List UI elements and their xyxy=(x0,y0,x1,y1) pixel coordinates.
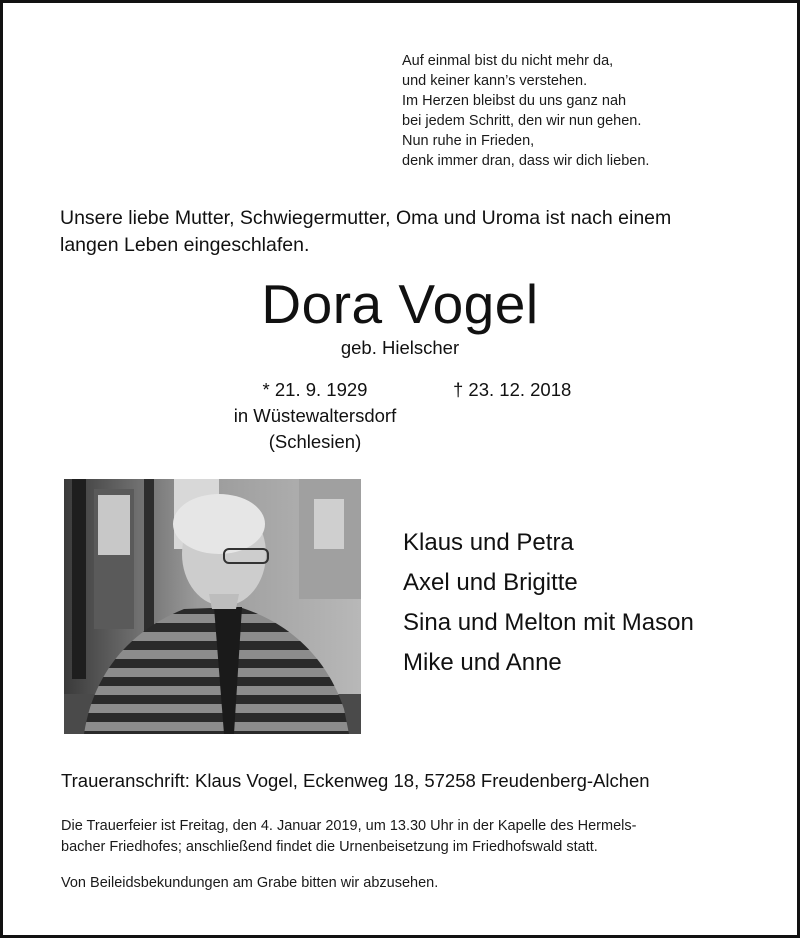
birth-info xyxy=(230,377,400,455)
poem-line: Auf einmal bist du nicht mehr da, xyxy=(402,53,614,69)
poem-line: Nun ruhe in Frieden, xyxy=(402,133,535,149)
intro-line: langen Leben eingeschlafen. xyxy=(60,234,310,256)
deceased-name: Dora Vogel xyxy=(261,273,539,335)
poem-line: denk immer dran, dass wir dich lieben. xyxy=(402,153,650,169)
condolence-note: Von Beileidsbekundungen am Grabe bitten wir abzusehen. xyxy=(61,875,439,891)
intro-line: Unsere liebe Mutter, Schwiegermutter, Oma und Uroma ist nach einem xyxy=(60,207,672,229)
mourner: Mike und Anne xyxy=(403,649,562,676)
mourner: Axel und Brigitte xyxy=(403,569,578,596)
poem-line: Im Herzen bleibst du uns ganz nah xyxy=(402,93,627,109)
intro-text xyxy=(60,205,671,259)
portrait-photo xyxy=(64,479,361,734)
service-notice xyxy=(61,816,636,858)
poem xyxy=(402,51,649,171)
birth-name: geb. Hielscher xyxy=(340,337,460,358)
poem-line: und keiner kann’s verstehen. xyxy=(402,73,588,89)
mourner: Sina und Melton mit Mason xyxy=(403,609,694,636)
service-line: Die Trauerfeier ist Freitag, den 4. Januar 2019, um 13.30 Uhr in der Kapelle des Hermels- xyxy=(61,818,637,834)
service-line: bacher Friedhofes; anschließend findet die Urnenbeisetzung im Friedhofswald statt. xyxy=(61,839,598,855)
birth-date: * 21. 9. 1929 xyxy=(262,379,368,400)
birth-region: (Schlesien) xyxy=(268,431,362,452)
mourning-address: Traueranschrift: Klaus Vogel, Eckenweg 18, 57258 Freudenberg-Alchen xyxy=(61,770,650,791)
birth-place: in Wüstewaltersdorf xyxy=(233,405,397,426)
mourners-list xyxy=(403,523,694,683)
poem-line: bei jedem Schritt, den wir nun gehen. xyxy=(402,113,642,129)
mourner: Klaus und Petra xyxy=(403,529,574,556)
death-date: † 23. 12. 2018 xyxy=(453,379,572,400)
